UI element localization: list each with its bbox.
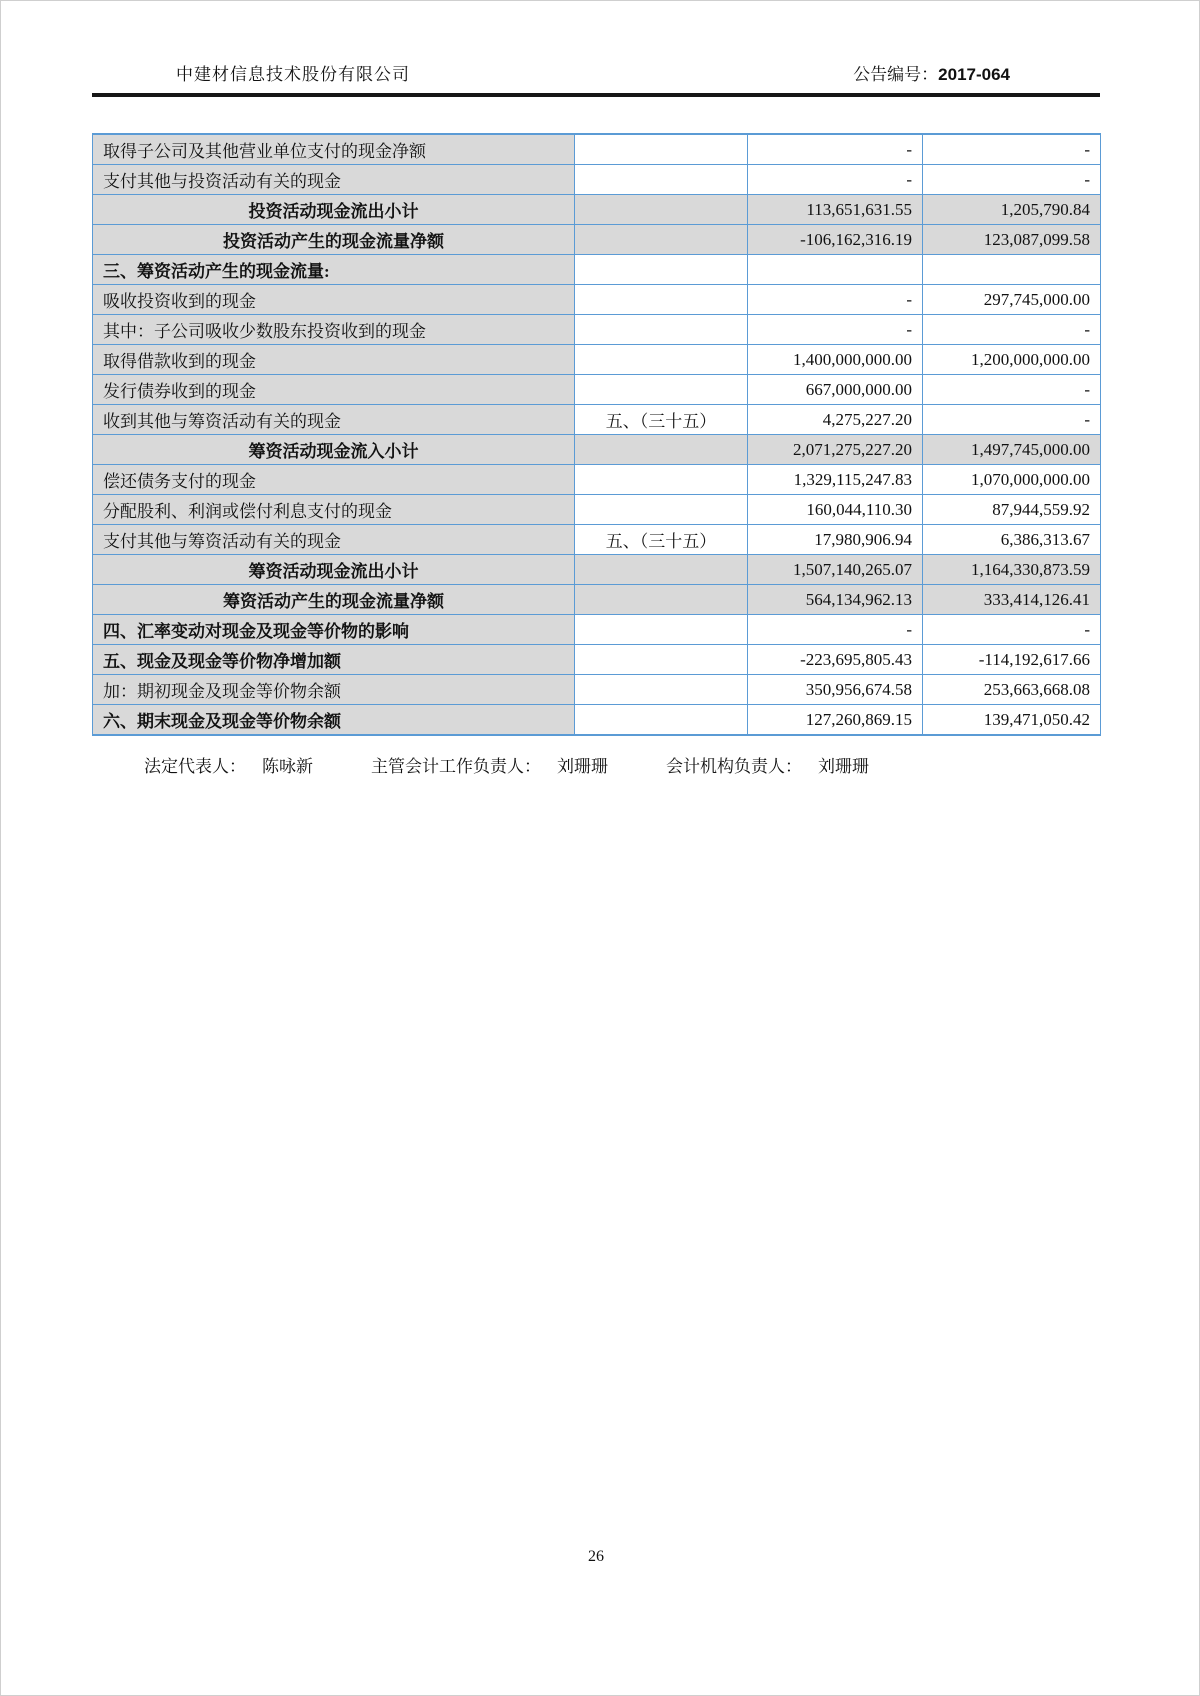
row-note-cell: [575, 705, 748, 736]
row-label-cell: 吸收投资收到的现金: [93, 285, 575, 315]
signature-role-label: 会计机构负责人：: [666, 757, 802, 776]
row-current-period-cell: -223,695,805.43: [748, 645, 923, 675]
row-note-cell: [575, 675, 748, 705]
document-header: [92, 0, 1100, 93]
signature-name: 刘珊珊: [818, 757, 869, 776]
signature-group: [666, 752, 869, 777]
table-row: [93, 375, 1101, 405]
row-note-cell: [575, 255, 748, 285]
row-label-cell: 支付其他与筹资活动有关的现金: [93, 525, 575, 555]
row-label-cell: 加：期初现金及现金等价物余额: [93, 675, 575, 705]
row-label-cell: 三、筹资活动产生的现金流量:: [93, 255, 575, 285]
signature-name: 陈咏新: [262, 757, 313, 776]
row-current-period-cell: 160,044,110.30: [748, 495, 923, 525]
cash-flow-table: [92, 133, 1101, 736]
announcement-number-label: 公告编号：: [853, 65, 939, 84]
signature-line: [144, 752, 1100, 777]
row-current-period-cell: -: [748, 285, 923, 315]
announcement-number: [853, 60, 1010, 85]
table-row: [93, 585, 1101, 615]
row-note-cell: [575, 495, 748, 525]
announcement-number-value: 2017-064: [938, 65, 1010, 84]
row-note-cell: [575, 345, 748, 375]
table-row: [93, 615, 1101, 645]
row-prior-period-cell: -: [923, 615, 1101, 645]
row-note-cell: [575, 645, 748, 675]
row-label-cell: 投资活动现金流出小计: [93, 195, 575, 225]
row-prior-period-cell: 1,070,000,000.00: [923, 465, 1101, 495]
row-prior-period-cell: [923, 255, 1101, 285]
signature-group: [371, 752, 608, 777]
row-label-cell: 取得子公司及其他营业单位支付的现金净额: [93, 134, 575, 165]
row-current-period-cell: 113,651,631.55: [748, 195, 923, 225]
row-note-cell: [575, 375, 748, 405]
row-current-period-cell: 667,000,000.00: [748, 375, 923, 405]
row-label-cell: 发行债券收到的现金: [93, 375, 575, 405]
row-label-cell: 六、期末现金及现金等价物余额: [93, 705, 575, 736]
company-name: 中建材信息技术股份有限公司: [176, 65, 410, 84]
row-current-period-cell: -: [748, 315, 923, 345]
table-row: [93, 345, 1101, 375]
table-row: [93, 705, 1101, 736]
row-current-period-cell: [748, 255, 923, 285]
row-note-cell: [575, 165, 748, 195]
row-current-period-cell: 1,329,115,247.83: [748, 465, 923, 495]
row-label-cell: 五、现金及现金等价物净增加额: [93, 645, 575, 675]
signature-role-label: 主管会计工作负责人：: [371, 757, 541, 776]
row-label-cell: 投资活动产生的现金流量净额: [93, 225, 575, 255]
row-prior-period-cell: -: [923, 315, 1101, 345]
row-label-cell: 四、汇率变动对现金及现金等价物的影响: [93, 615, 575, 645]
row-prior-period-cell: 1,164,330,873.59: [923, 555, 1101, 585]
row-note-cell: [575, 285, 748, 315]
row-label-cell: 分配股利、利润或偿付利息支付的现金: [93, 495, 575, 525]
table-row: [93, 195, 1101, 225]
row-note-cell: [575, 225, 748, 255]
row-prior-period-cell: 87,944,559.92: [923, 495, 1101, 525]
row-current-period-cell: -: [748, 134, 923, 165]
table-row: [93, 645, 1101, 675]
row-current-period-cell: -: [748, 165, 923, 195]
row-prior-period-cell: -114,192,617.66: [923, 645, 1101, 675]
table-row: [93, 435, 1101, 465]
row-current-period-cell: 4,275,227.20: [748, 405, 923, 435]
row-current-period-cell: 564,134,962.13: [748, 585, 923, 615]
row-current-period-cell: 127,260,869.15: [748, 705, 923, 736]
table-row: [93, 495, 1101, 525]
row-prior-period-cell: 6,386,313.67: [923, 525, 1101, 555]
table-row: [93, 675, 1101, 705]
table-row: [93, 285, 1101, 315]
row-current-period-cell: -106,162,316.19: [748, 225, 923, 255]
row-label-cell: 筹资活动现金流出小计: [93, 555, 575, 585]
row-label-cell: 筹资活动现金流入小计: [93, 435, 575, 465]
row-note-cell: [575, 195, 748, 225]
row-label-cell: 取得借款收到的现金: [93, 345, 575, 375]
table-row: [93, 555, 1101, 585]
row-prior-period-cell: 123,087,099.58: [923, 225, 1101, 255]
row-note-cell: 五、（三十五）: [575, 525, 748, 555]
row-prior-period-cell: -: [923, 134, 1101, 165]
row-label-cell: 支付其他与投资活动有关的现金: [93, 165, 575, 195]
row-prior-period-cell: 1,497,745,000.00: [923, 435, 1101, 465]
table-row: [93, 465, 1101, 495]
row-label-cell: 其中：子公司吸收少数股东投资收到的现金: [93, 315, 575, 345]
row-current-period-cell: 2,071,275,227.20: [748, 435, 923, 465]
table-row: [93, 525, 1101, 555]
row-current-period-cell: 1,507,140,265.07: [748, 555, 923, 585]
row-current-period-cell: -: [748, 615, 923, 645]
cash-flow-table-body: [93, 134, 1101, 735]
signature-group: [144, 752, 313, 777]
table-row: [93, 405, 1101, 435]
content-area: [92, 0, 1100, 777]
table-row: [93, 255, 1101, 285]
row-prior-period-cell: -: [923, 165, 1101, 195]
row-note-cell: [575, 435, 748, 465]
signature-name: 刘珊珊: [557, 757, 608, 776]
signature-role-label: 法定代表人：: [144, 757, 246, 776]
row-current-period-cell: 1,400,000,000.00: [748, 345, 923, 375]
row-note-cell: [575, 555, 748, 585]
row-note-cell: [575, 134, 748, 165]
row-prior-period-cell: 139,471,050.42: [923, 705, 1101, 736]
table-row: [93, 225, 1101, 255]
row-label-cell: 筹资活动产生的现金流量净额: [93, 585, 575, 615]
row-prior-period-cell: 253,663,668.08: [923, 675, 1101, 705]
row-note-cell: [575, 465, 748, 495]
row-prior-period-cell: -: [923, 405, 1101, 435]
table-row: [93, 165, 1101, 195]
row-note-cell: [575, 585, 748, 615]
row-label-cell: 收到其他与筹资活动有关的现金: [93, 405, 575, 435]
row-prior-period-cell: 333,414,126.41: [923, 585, 1101, 615]
row-note-cell: [575, 315, 748, 345]
row-prior-period-cell: 297,745,000.00: [923, 285, 1101, 315]
page-number: 26: [588, 1548, 604, 1565]
row-current-period-cell: 17,980,906.94: [748, 525, 923, 555]
table-row: [93, 134, 1101, 165]
row-current-period-cell: 350,956,674.58: [748, 675, 923, 705]
table-row: [93, 315, 1101, 345]
row-label-cell: 偿还债务支付的现金: [93, 465, 575, 495]
row-prior-period-cell: 1,205,790.84: [923, 195, 1101, 225]
row-prior-period-cell: -: [923, 375, 1101, 405]
row-prior-period-cell: 1,200,000,000.00: [923, 345, 1101, 375]
header-rule: [92, 93, 1100, 97]
row-note-cell: 五、（三十五）: [575, 405, 748, 435]
row-note-cell: [575, 615, 748, 645]
